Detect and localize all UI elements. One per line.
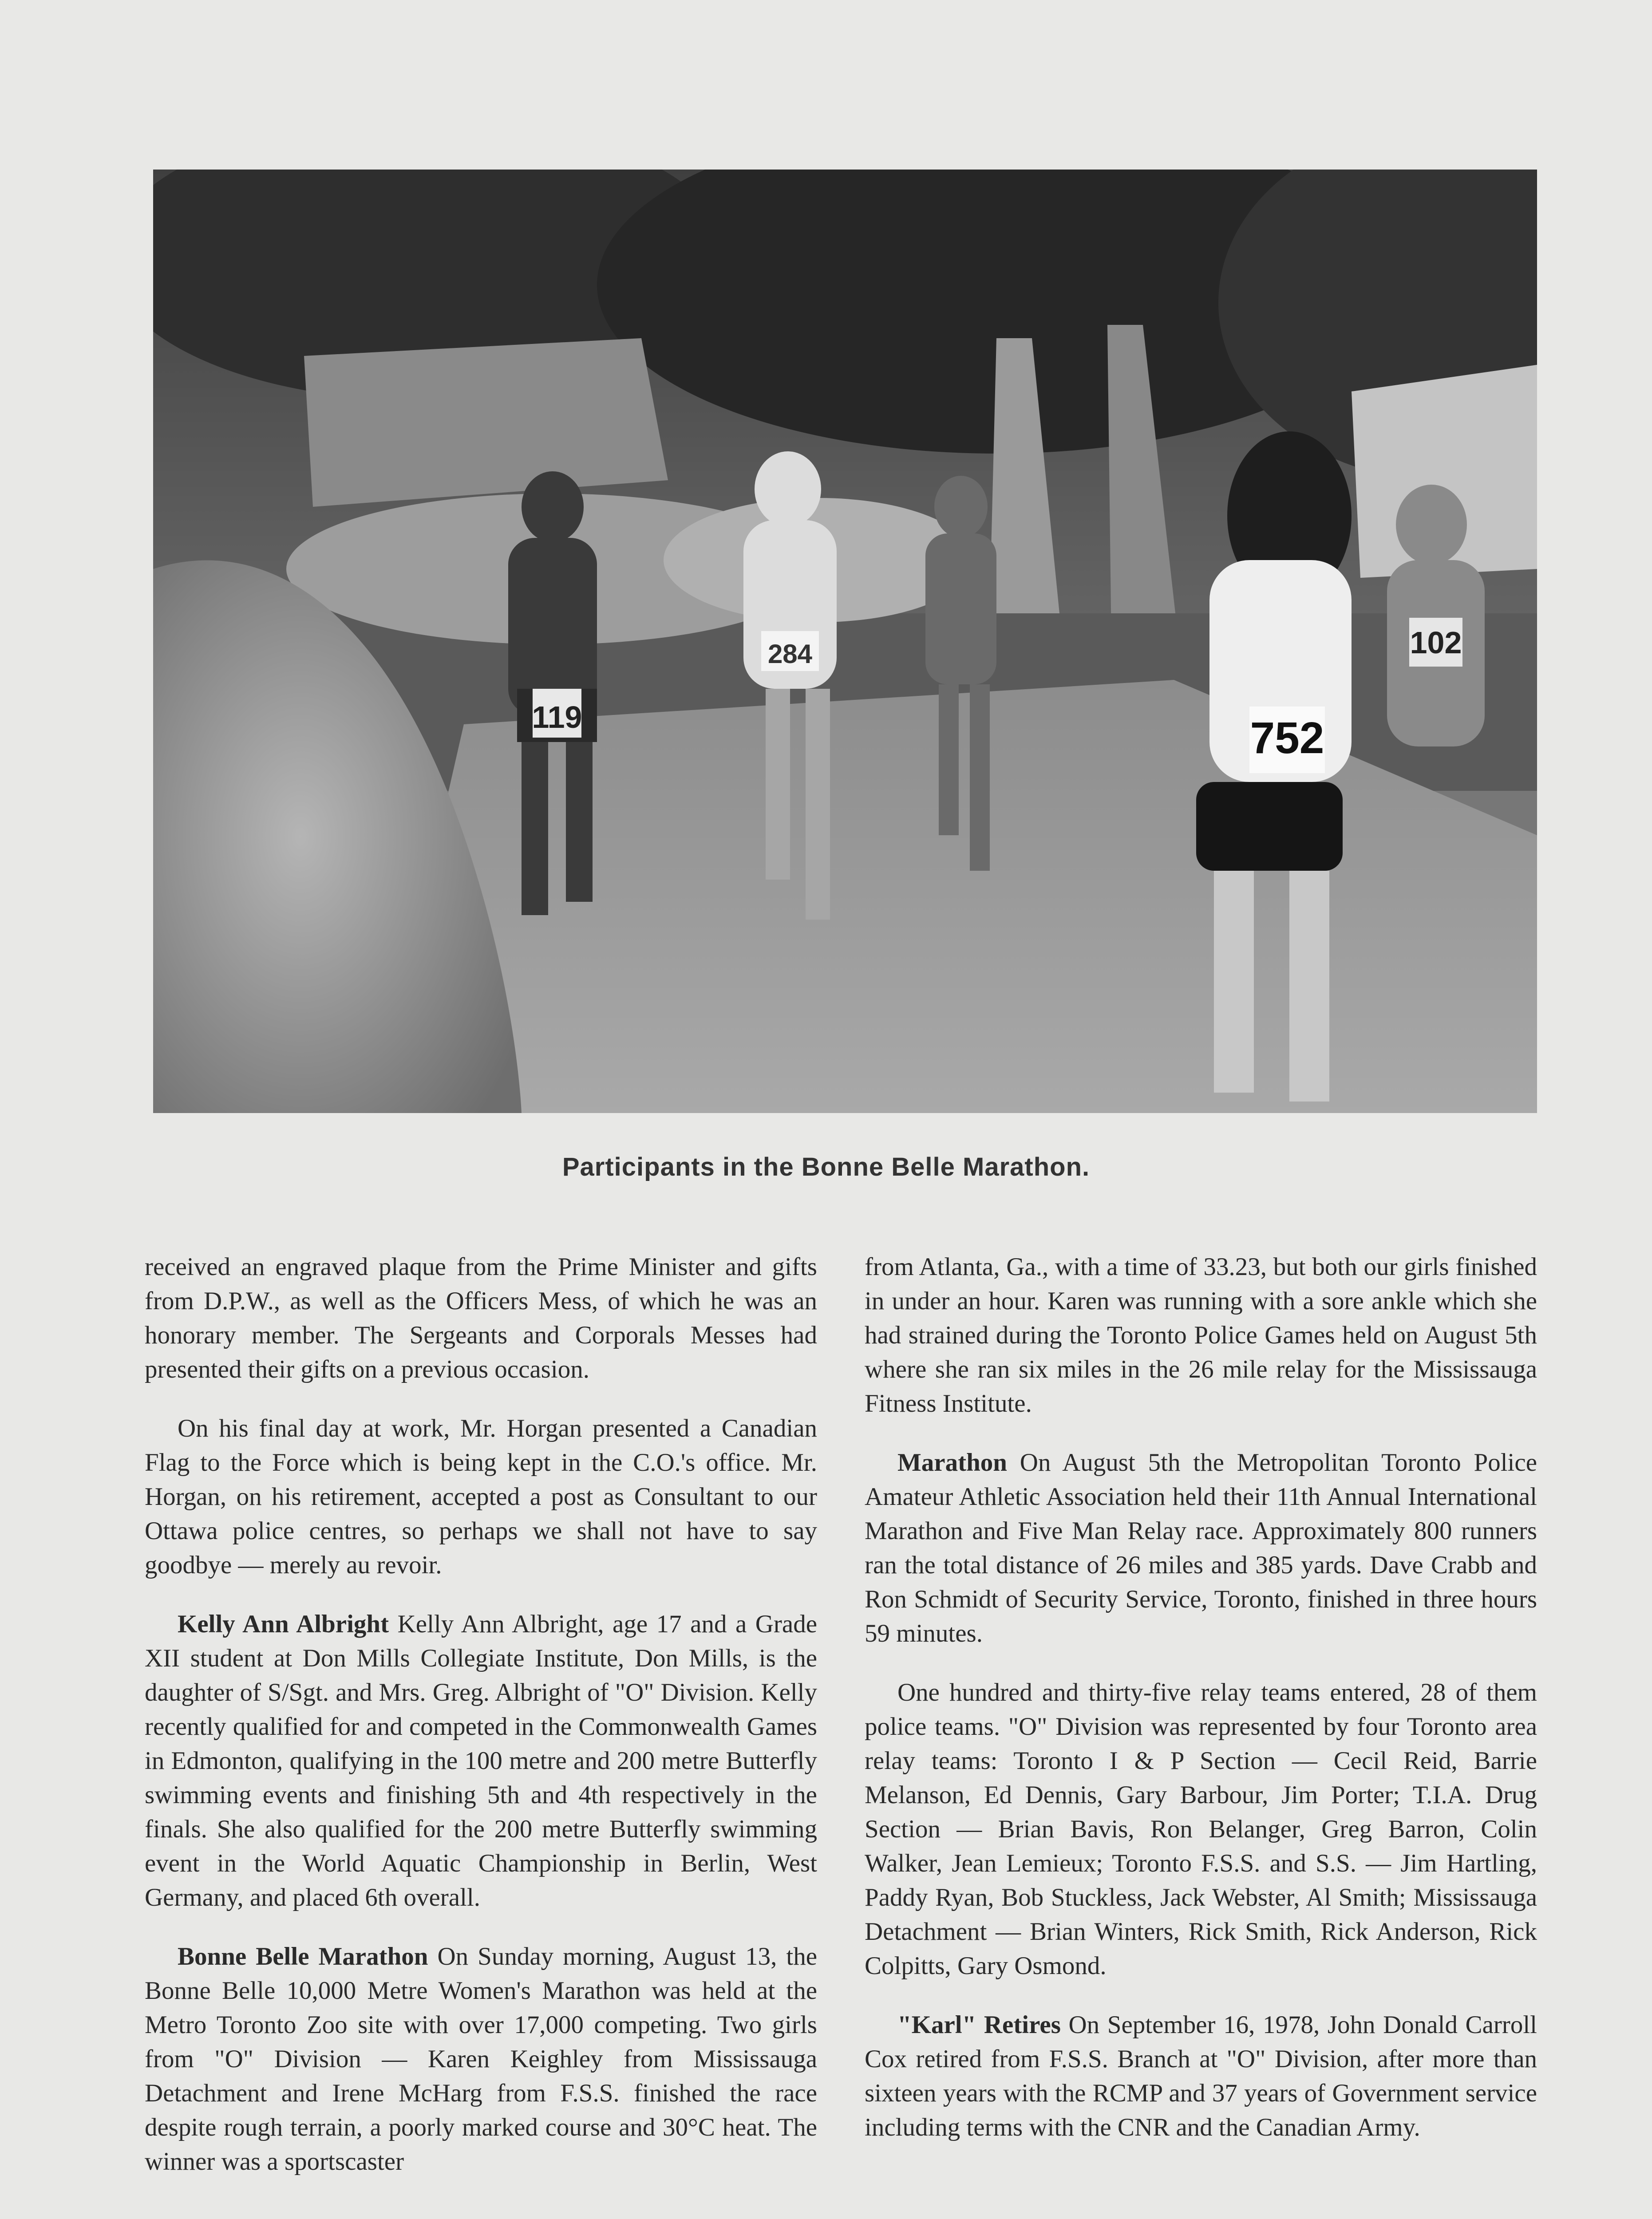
paragraph: received an engraved plaque from the Prime Minister and gifts from D.P.W., as well as the Officers Mess, of which he was an honorary member. The Sergeants and Corporals Messes had presented their gifts on a previous occasion. xyxy=(145,1253,817,1383)
paragraph: One hundred and thirty-five relay teams entered, 28 of them police teams. "O" Division was represented by four Toronto area relay teams: Toronto I & P Section — Cecil Reid, Barrie Melanson, Ed Dennis, Gary Barbour, Jim Porter; T.I.A. Drug Section — Brian Bavis, Ron Belanger, Greg Barron, Colin Walker, Jean Lemieux; Toronto F.S.S. and S.S. — Jim Hartling, Paddy Ryan, Bob Stuckless, Jack Webster, Al Smith; Mississauga Detachment — Brian Winters, Rick Smith, Rick Anderson, Rick Colpitts, Gary Osmond. xyxy=(865,1678,1537,1980)
bib-number-284: 284 xyxy=(767,639,813,669)
bib-number-102: 102 xyxy=(1410,625,1462,660)
section-body: On August 5th the Metropolitan Toronto Police Amateur Athletic Association held their 11th Annual International Marathon and Five Man Relay race. Approximately 800 runners ran the total distance of 26 miles and 385 yards. Dave Crabb and Ron Schmidt of Security Service, Toronto, finished in three hours 59 minutes. xyxy=(865,1449,1537,1647)
paragraph: On his final day at work, Mr. Horgan presented a Canadian Flag to the Force which is being kept in the C.O.'s office. Mr. Horgan, on his retirement, accepted a post as Consultant to our Ottawa police centres, so perhaps we shall not have to say goodbye — merely au revoir. xyxy=(145,1414,817,1579)
section-heading: "Karl" Retires xyxy=(897,2011,1061,2039)
marathon-photo-illustration xyxy=(153,170,1537,1113)
section-body: On Sunday morning, August 13, the Bonne Belle 10,000 Metre Women's Marathon was held at the Metro Toronto Zoo site with over 17,000 competing. Two girls from "O" Division — Karen Keighley from Mississauga Detachment and Irene McHarg from F.S.S. finished the race despite rough terrain, a poorly marked course and 30°C heat. The winner was a sportscaster xyxy=(145,1943,817,2176)
section-heading: Kelly Ann Albright xyxy=(178,1610,389,1638)
photo-caption: Participants in the Bonne Belle Marathon. xyxy=(562,1153,1090,1181)
left-column xyxy=(145,1250,817,2203)
section-bonne-belle-marathon xyxy=(145,1939,817,2179)
section-heading: Bonne Belle Marathon xyxy=(178,1943,428,1970)
section-body: Kelly Ann Albright, age 17 and a Grade XII student at Don Mills Collegiate Institute, Don Mills, is the daughter of S/Sgt. and Mrs. Greg. Albright of "O" Division. Kelly recently qualified for and competed in the Commonwealth Games in Edmonton, qualifying in the 100 metre and 200 metre Butterfly swimming events and finishing 5th and 4th respectively in the finals. She also qualified for the 200 metre Butterfly swimming event in the World Aquatic Championship in Berlin, West Germany, and placed 6th overall. xyxy=(145,1610,818,1911)
section-kelly-ann-albright xyxy=(145,1607,817,1915)
section-marathon xyxy=(865,1445,1537,1650)
section-heading: Marathon xyxy=(897,1449,1007,1477)
marathon-photo xyxy=(153,170,1537,1113)
right-column xyxy=(865,1250,1537,2169)
bib-number-752: 752 xyxy=(1250,713,1324,763)
paragraph: from Atlanta, Ga., with a time of 33.23, but both our girls finished in under an hour. Karen was running with a sore ankle which she had strained during the Toronto Police Games held on August 5th where she ran six miles in the 26 mile relay for the Mississauga Fitness Institute. xyxy=(865,1253,1537,1417)
bib-number-119: 119 xyxy=(532,700,582,734)
section-body: On September 16, 1978, John Donald Carroll Cox retired from F.S.S. Branch at "O" Division, after more than sixteen years with the RCMP and 37 years of Government service including terms with the CNR and the Canadian Army. xyxy=(865,2011,1537,2141)
section-karl-retires xyxy=(865,2008,1537,2144)
